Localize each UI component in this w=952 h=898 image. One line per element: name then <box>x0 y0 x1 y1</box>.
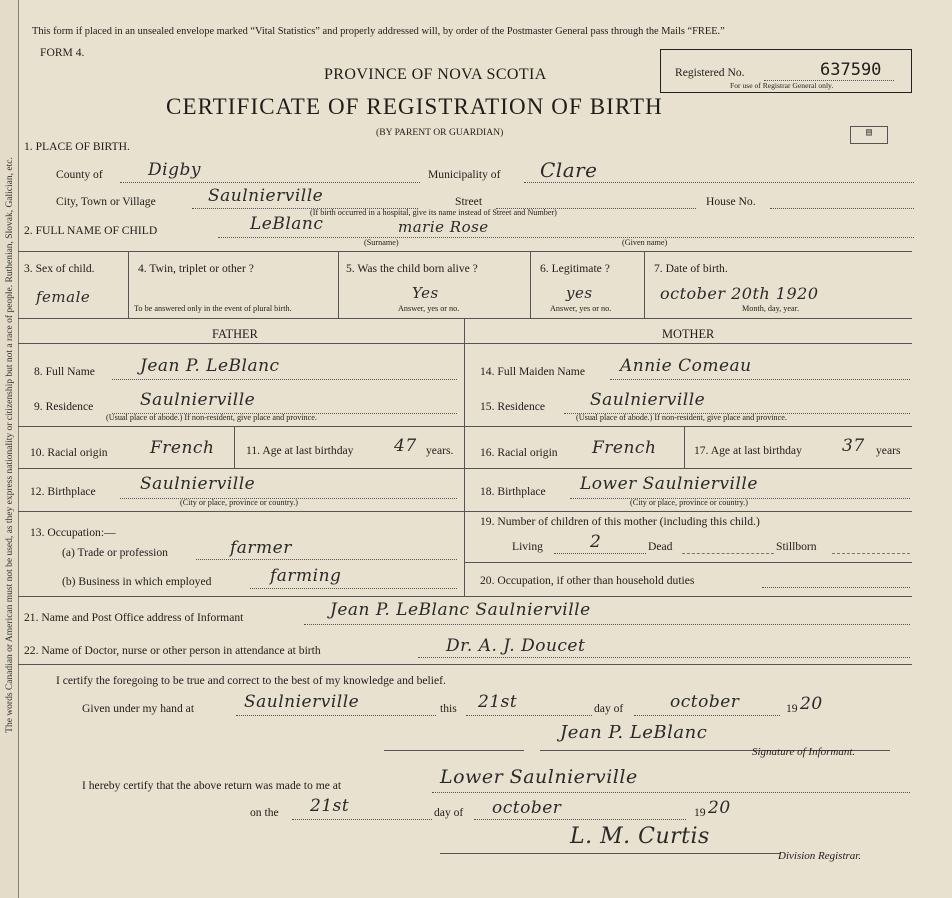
father-age-label: 11. Age at last birthday <box>246 444 354 457</box>
street-label: Street <box>455 195 483 208</box>
certificate-subtitle: (BY PARENT OR GUARDIAN) <box>376 127 504 138</box>
mother-heading: MOTHER <box>662 327 715 341</box>
registered-label: Registered No. <box>675 66 745 79</box>
informant-value: Jean P. LeBlanc Saulnierville <box>330 600 591 620</box>
mother-residence-label: 15. Residence <box>480 400 546 413</box>
place-of-birth-label: 1. PLACE OF BIRTH. <box>24 140 130 153</box>
county-label: County of <box>56 168 103 181</box>
father-residence: Saulnierville <box>140 390 256 410</box>
given-year: 20 <box>800 694 823 714</box>
mother-origin-label: 16. Racial origin <box>480 446 558 459</box>
father-birthplace-label: 12. Birthplace <box>30 485 96 498</box>
mother-occupation-label: 20. Occupation, if other than household duties <box>480 574 695 587</box>
child-given-name: marie Rose <box>398 218 489 236</box>
child-name-line <box>218 237 914 238</box>
registered-number: 637590 <box>820 60 882 80</box>
return-month: october <box>492 798 562 818</box>
mother-age: 37 <box>842 436 865 456</box>
living-label: Living <box>512 540 543 553</box>
father-heading: FATHER <box>212 327 258 341</box>
occupation-label: 13. Occupation:— <box>30 526 116 539</box>
alive-value: Yes <box>412 284 439 302</box>
trade-label: (a) Trade or profession <box>62 546 168 559</box>
children-count-label: 19. Number of children of this mother (including this child.) <box>480 515 760 528</box>
given-year-prefix: 19 <box>786 702 798 715</box>
certify-text: I certify the foregoing to be true and correct to the best of my knowledge and belief. <box>56 674 446 687</box>
child-name-label: 2. FULL NAME OF CHILD <box>24 224 158 237</box>
child-surname: LeBlanc <box>250 214 324 234</box>
legitimate-label: 6. Legitimate ? <box>540 262 610 275</box>
informant-signature: Jean P. LeBlanc <box>560 722 708 743</box>
father-name-label: 8. Full Name <box>34 365 95 378</box>
given-label: Given under my hand at <box>82 702 195 715</box>
mother-name: Annie Comeau <box>620 356 752 376</box>
informant-label: 21. Name and Post Office address of Informant <box>24 611 244 624</box>
return-year-prefix: 19 <box>694 806 706 819</box>
mother-age-unit: years <box>876 444 901 457</box>
father-age: 47 <box>394 436 417 456</box>
mother-birthplace-note: (City or place, province or country.) <box>630 498 748 507</box>
return-place: Lower Saulnierville <box>440 766 638 788</box>
column-divider <box>464 318 465 596</box>
father-origin-label: 10. Racial origin <box>30 446 108 459</box>
dob-note: Month, day, year. <box>742 304 799 313</box>
father-residence-label: 9. Residence <box>34 400 94 413</box>
this-label: this <box>440 702 457 715</box>
city-value: Saulnierville <box>208 186 324 206</box>
county-line <box>120 182 420 183</box>
mailing-notice: This form if placed in an unsealed envelope marked “Vital Statistics” and properly addressed will, by order of the Postmaster General pass through the Mails “FREE.” <box>32 26 725 37</box>
father-age-unit: years. <box>426 444 454 457</box>
row-divider <box>18 251 912 252</box>
mother-name-label: 14. Full Maiden Name <box>480 365 585 378</box>
registrar-caption: Division Registrar. <box>778 850 862 862</box>
legitimate-note: Answer, yes or no. <box>550 304 612 313</box>
stillborn-label: Stillborn <box>776 540 817 553</box>
mother-origin: French <box>592 438 657 458</box>
sex-value: female <box>36 288 91 306</box>
return-year: 20 <box>708 798 731 818</box>
certificate-title: CERTIFICATE OF REGISTRATION OF BIRTH <box>166 94 663 119</box>
given-day-of-label: day of <box>594 702 624 715</box>
municipality-line <box>524 182 914 183</box>
trade-value: farmer <box>230 538 292 558</box>
return-day: 21st <box>310 796 350 816</box>
mother-age-label: 17. Age at last birthday <box>694 444 802 457</box>
given-place: Saulnierville <box>244 692 360 712</box>
dob-value: october 20th 1920 <box>660 284 819 303</box>
informant-signature-caption: Signature of Informant. <box>752 746 856 758</box>
father-origin: French <box>150 438 215 458</box>
municipality-label: Municipality of <box>428 168 501 181</box>
father-birthplace: Saulnierville <box>140 474 256 494</box>
county-value: Digby <box>148 160 201 180</box>
alive-note: Answer, yes or no. <box>398 304 460 313</box>
on-the-label: on the <box>250 806 279 819</box>
surname-caption: (Surname) <box>364 238 399 247</box>
city-label: City, Town or Village <box>56 195 156 208</box>
doctor-label: 22. Name of Doctor, nurse or other person in attendance at birth <box>24 644 321 657</box>
twin-label: 4. Twin, triplet or other ? <box>138 262 254 275</box>
given-month: october <box>670 692 740 712</box>
return-text: I hereby certify that the above return was made to me at <box>82 779 342 792</box>
house-line <box>770 208 914 209</box>
mother-birthplace-label: 18. Birthplace <box>480 485 546 498</box>
business-value: farming <box>270 566 342 586</box>
alive-label: 5. Was the child born alive ? <box>346 262 478 275</box>
legitimate-value: yes <box>566 284 593 302</box>
street-note: (If birth occurred in a hospital, give its name instead of Street and Number) <box>310 208 557 217</box>
stamp-mark: ▤ <box>850 126 888 144</box>
mother-residence: Saulnierville <box>590 390 706 410</box>
given-day: 21st <box>478 692 518 712</box>
house-label: House No. <box>706 195 756 208</box>
business-label: (b) Business in which employed <box>62 575 212 588</box>
margin-note: The words Canadian or American must not be used, as they express nationality or citizenship but not a race of people. Ruthenian, Slovak, Galician, etc. <box>5 157 15 733</box>
dob-label: 7. Date of birth. <box>654 262 728 275</box>
registrar-use-note: For use of Registrar General only. <box>730 81 834 90</box>
registrar-signature: L. M. Curtis <box>570 824 710 849</box>
doctor-value: Dr. A. J. Doucet <box>446 636 586 656</box>
twin-note: To be answered only in the event of plural birth. <box>134 304 292 313</box>
municipality-value: Clare <box>540 158 598 182</box>
province-heading: PROVINCE OF NOVA SCOTIA <box>324 66 547 83</box>
return-day-of-label: day of <box>434 806 464 819</box>
dead-label: Dead <box>648 540 673 553</box>
father-birthplace-note: (City or place, province or country.) <box>180 498 298 507</box>
sex-label: 3. Sex of child. <box>24 262 95 275</box>
given-name-caption: (Given name) <box>622 238 668 247</box>
form-number: FORM 4. <box>40 46 85 59</box>
margin-strip <box>0 0 19 898</box>
mother-residence-note: (Usual place of abode.) If non-resident, give place and province. <box>576 413 787 422</box>
father-residence-note: (Usual place of abode.) If non-resident, give place and province. <box>106 413 317 422</box>
father-name: Jean P. LeBlanc <box>140 356 280 376</box>
living-value: 2 <box>590 532 602 552</box>
mother-birthplace: Lower Saulnierville <box>580 474 758 494</box>
